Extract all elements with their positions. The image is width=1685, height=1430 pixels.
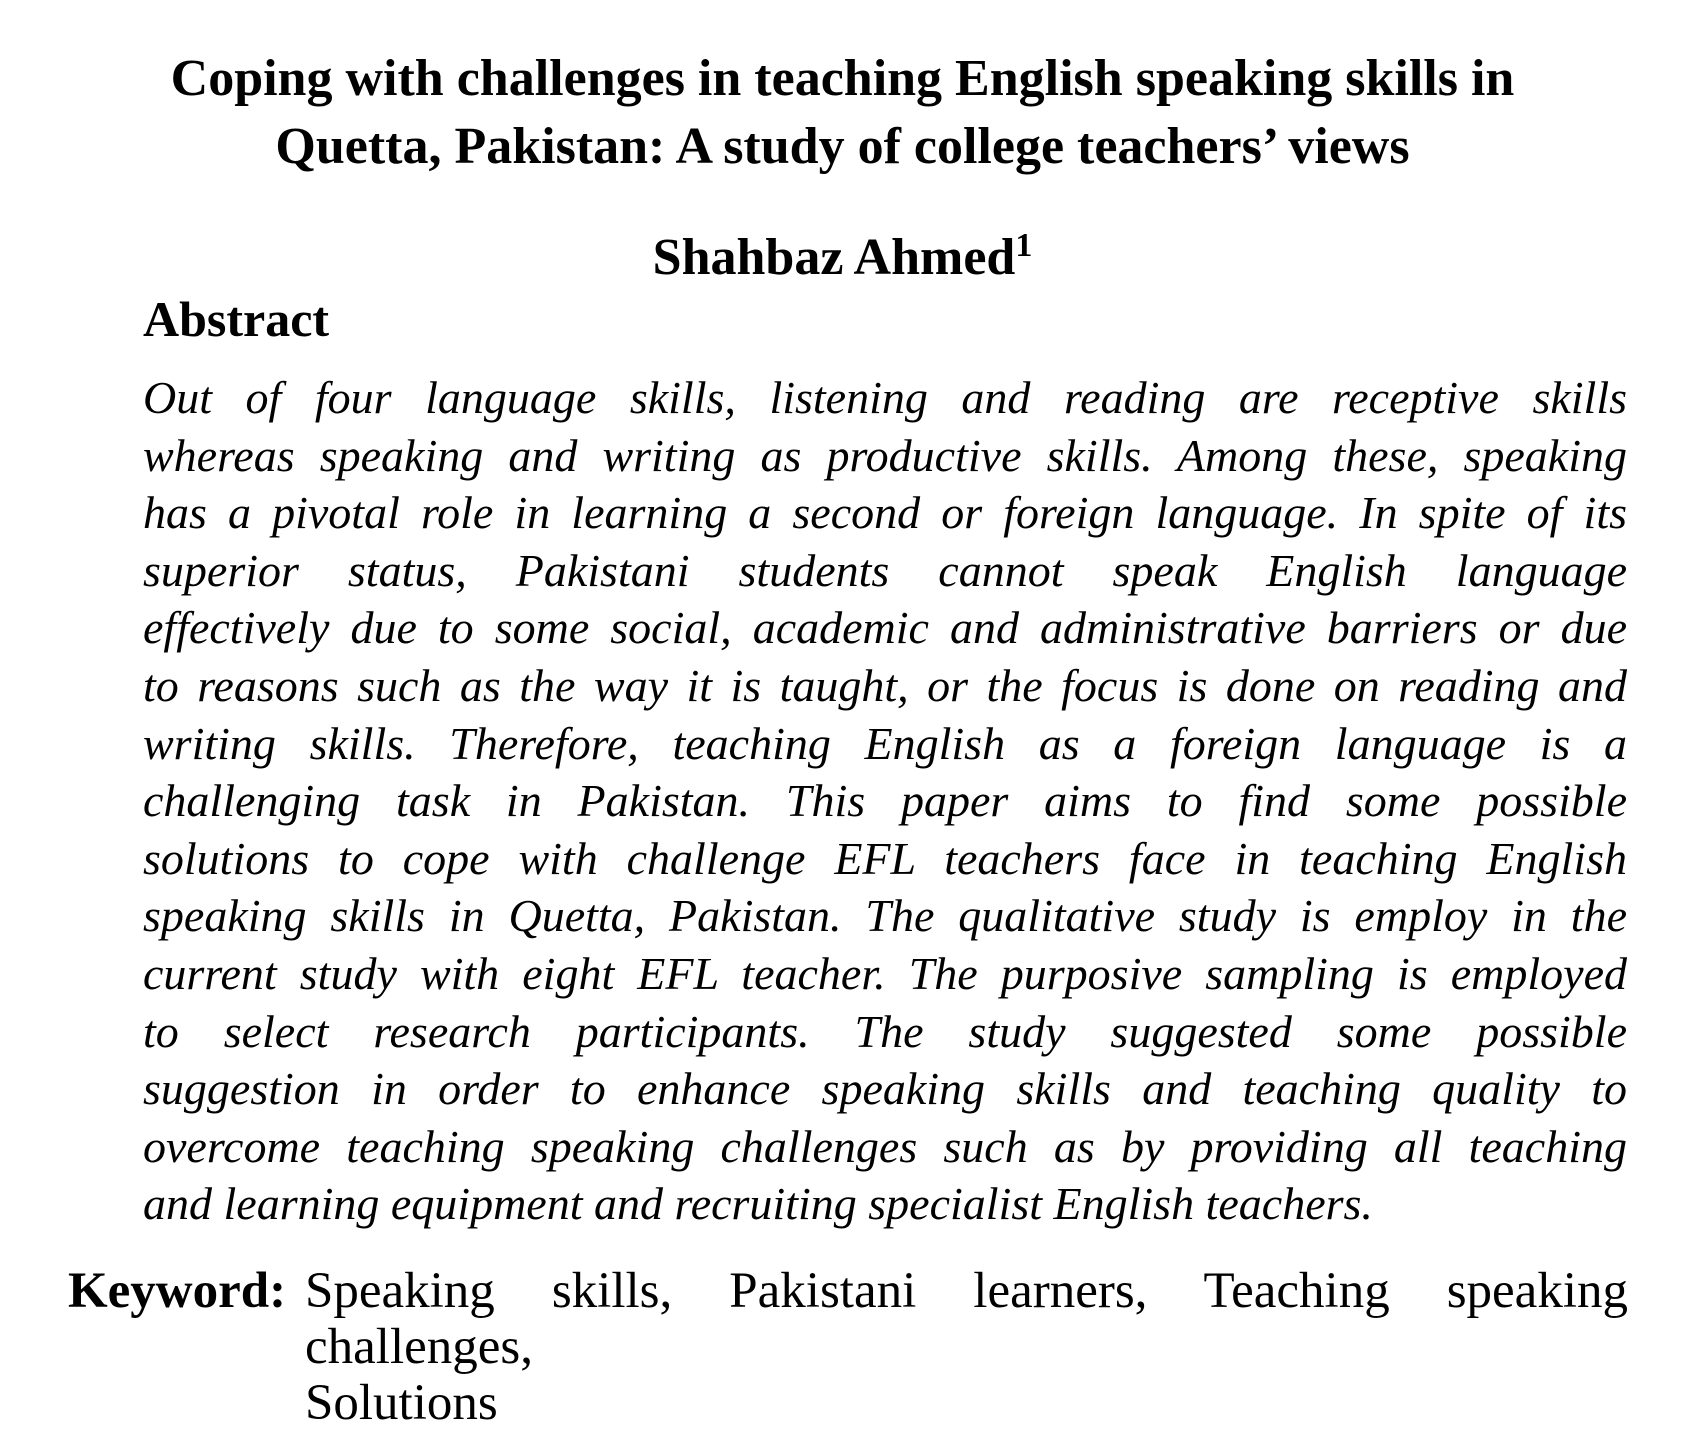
abstract-line: to reasons such as the way it is taught, or the focus is done on reading and — [143, 659, 1627, 711]
abstract-heading: Abstract — [143, 291, 330, 347]
abstract-line: overcome teaching speaking challenges such as by providing all teaching — [143, 1120, 1627, 1172]
keywords-label: Keyword: — [68, 1263, 287, 1319]
keyword-line: Speaking skills, Pakistani learners, Teaching speaking challenges, — [305, 1263, 1628, 1375]
abstract-line: writing skills. Therefore, teaching English as a foreign language is a — [143, 717, 1627, 769]
abstract-line: superior status, Pakistani students cannot speak English language — [143, 544, 1627, 596]
author-name: Shahbaz Ahmed — [652, 229, 1016, 286]
abstract-line: effectively due to some social, academic and administrative barriers or due — [143, 602, 1627, 654]
abstract-line: has a pivotal role in learning a second or foreign language. In spite of its — [143, 487, 1627, 539]
paper-title-line-2: Quetta, Pakistan: A study of college teachers’ views — [275, 118, 1410, 175]
abstract-text — [143, 369, 1627, 1233]
abstract-line: whereas speaking and writing as productive skills. Among these, speaking — [143, 429, 1627, 481]
paper-title — [0, 45, 1685, 181]
keyword-line: Solutions — [305, 1375, 498, 1430]
keywords-value — [305, 1263, 1628, 1430]
abstract-line: current study with eight EFL teacher. The purposive sampling is employed — [143, 947, 1627, 999]
abstract-line: Out of four language skills, listening and reading are receptive skills — [143, 372, 1627, 423]
abstract-line: suggestion in order to enhance speaking skills and teaching quality to — [143, 1063, 1627, 1115]
abstract-line: and learning equipment and recruiting specialist English teachers. — [143, 1178, 1373, 1230]
author-footnote-marker: 1 — [1015, 227, 1033, 264]
keywords-section — [68, 1263, 1628, 1430]
abstract-line: to select research participants. The study suggested some possible — [143, 1005, 1627, 1057]
abstract-line: challenging task in Pakistan. This paper aims to find some possible — [143, 775, 1627, 827]
abstract-line: speaking skills in Quetta, Pakistan. The qualitative study is employ in the — [143, 890, 1627, 942]
paper-title-line-1: Coping with challenges in teaching English speaking skills in — [170, 50, 1515, 107]
author — [0, 228, 1685, 288]
abstract-line: solutions to cope with challenge EFL teachers face in teaching English — [143, 832, 1627, 884]
